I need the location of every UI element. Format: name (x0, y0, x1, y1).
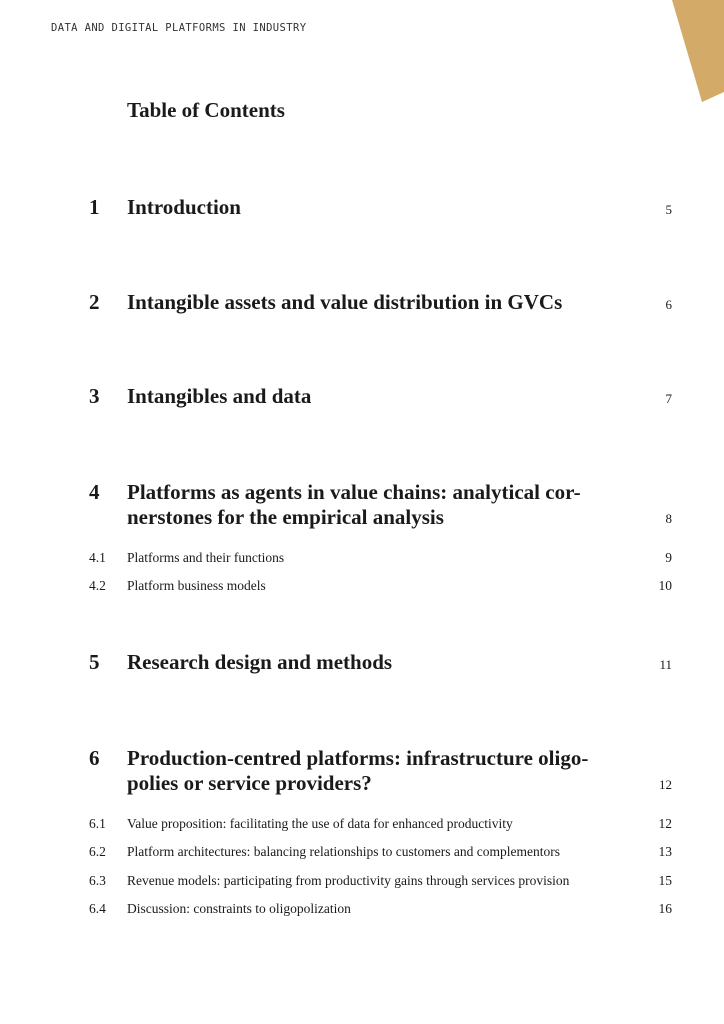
section-title: Platform architectures: balancing relationships to customers and complementors (127, 844, 561, 859)
chapter-title: Platforms as agents in value chains: analytical cor- nerstones for the empirical analysis (127, 480, 581, 529)
section-page-number: 16 (658, 901, 672, 916)
chapter-title: Research design and methods (127, 650, 393, 674)
chapter-page-number: 7 (665, 391, 672, 406)
chapter-number: 2 (89, 290, 100, 314)
chapter-page-number: 8 (665, 511, 672, 526)
section-number: 6.1 (89, 816, 106, 831)
section-page-number: 15 (658, 873, 672, 888)
chapter-title: Intangibles and data (127, 384, 312, 408)
corner-accent-shape (664, 0, 724, 104)
section-page-number: 9 (665, 550, 672, 565)
section-page-number: 10 (658, 578, 672, 593)
section-title: Platform business models (127, 578, 266, 593)
chapter-number: 1 (89, 195, 100, 219)
chapter-title: Introduction (127, 195, 241, 219)
chapter-title: Production-centred platforms: infrastructure oligo- polies or service providers? (127, 746, 589, 795)
section-number: 6.4 (89, 901, 106, 916)
section-page-number: 13 (658, 844, 672, 859)
chapter-page-number: 6 (665, 297, 672, 312)
chapter-number: 4 (89, 480, 100, 504)
chapter-page-number: 5 (665, 202, 672, 217)
toc-title: Table of Contents (127, 98, 285, 122)
chapter-page-number: 11 (659, 657, 672, 672)
chapter-number: 5 (89, 650, 100, 674)
chapter-number: 6 (89, 746, 100, 770)
section-page-number: 12 (658, 816, 672, 831)
section-title: Discussion: constraints to oligopolization (127, 901, 351, 916)
section-title: Revenue models: participating from productivity gains through services provision (127, 873, 570, 888)
chapter-title: Intangible assets and value distribution in GVCs (127, 290, 563, 314)
section-title: Value proposition: facilitating the use of data for enhanced productivity (127, 816, 513, 831)
running-header: DATA AND DIGITAL PLATFORMS IN INDUSTRY (51, 22, 307, 34)
section-number: 6.2 (89, 844, 106, 859)
section-number: 4.1 (89, 550, 106, 565)
section-title: Platforms and their functions (127, 550, 285, 565)
section-number: 6.3 (89, 873, 106, 888)
chapter-page-number: 12 (659, 777, 672, 792)
section-number: 4.2 (89, 578, 106, 593)
chapter-number: 3 (89, 384, 100, 408)
